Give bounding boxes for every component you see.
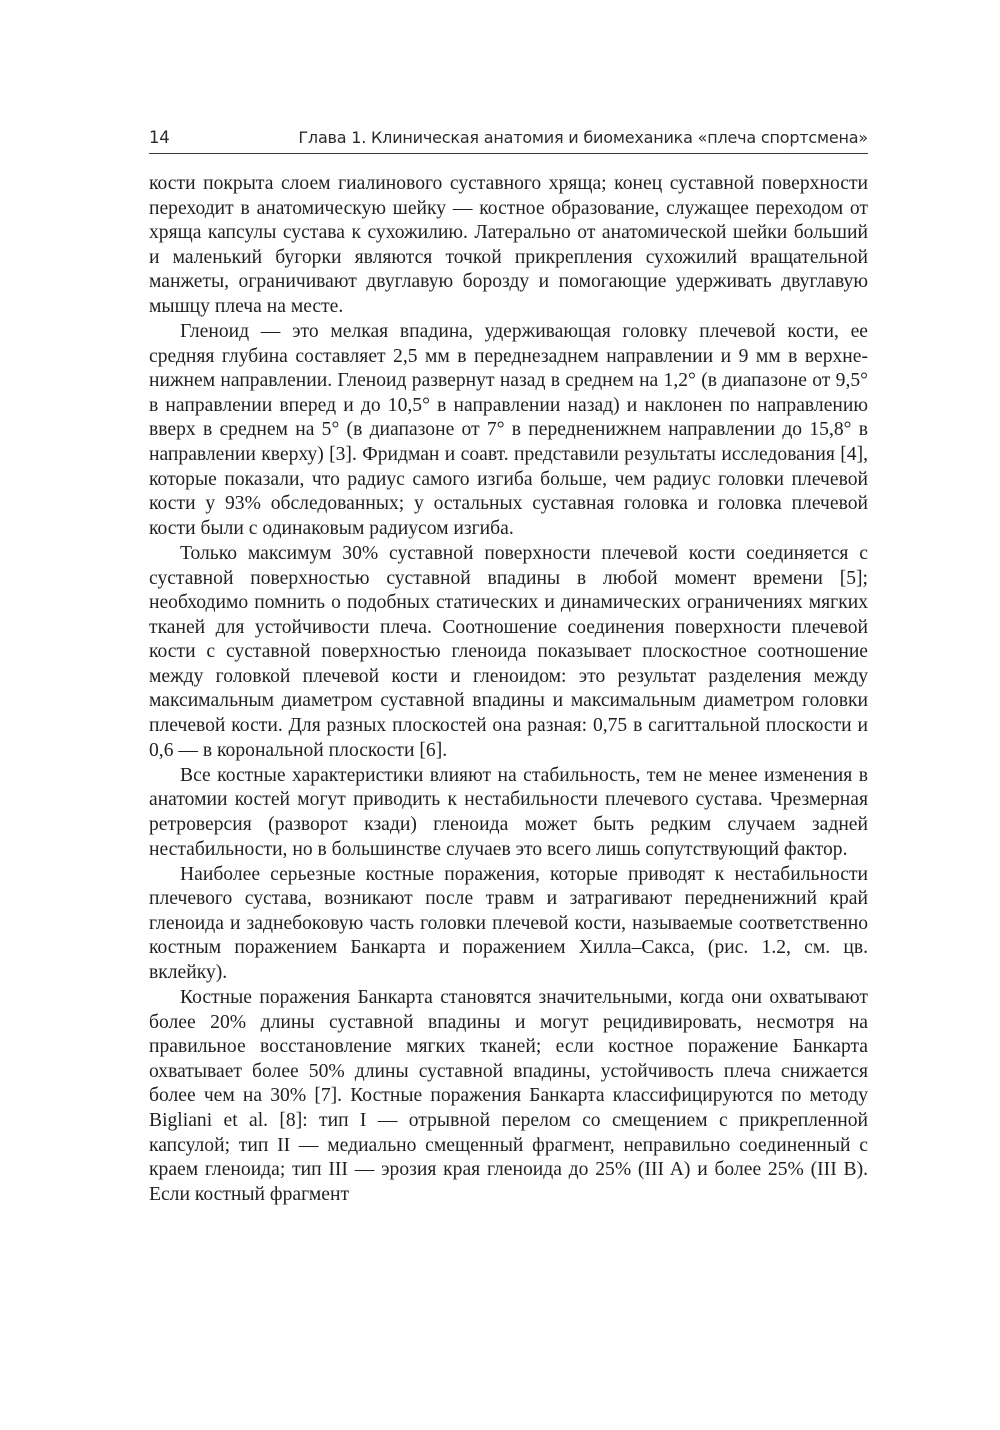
- page-number: 14: [149, 128, 170, 147]
- paragraph-1: кости покрыта слоем гиалинового суставного хряща; конец суставной поверхности переходит в анатомическую шейку — костное образование, служащее переходом от хряща капсулы сустава к сухожилию. Латерально от анатомической шейки больший и маленький бугорки являются точкой прикрепления сухожилий вращательной манжеты, ограничивают двуглавую борозду и помогающие удерживать двуглавую мышцу плеча на месте.: [149, 173, 868, 317]
- book-page: [149, 128, 868, 1208]
- paragraph-6: Костные поражения Банкарта становятся значительными, когда они охватывают более 20% длины суставной впадины и могут рецидивировать, несмотря на правильное восстановление мягких тканей; если костное поражение Банкарта охватывает более 50% длины суставной впадины, устойчивость плеча снижается более чем на 30% [7]. Костные поражения Банкарта классифицируются по методу Bigliani et al. [8]: тип I — отрывной перелом со смещением с прикрепленной капсулой; тип II — медиально смещенный фрагмент, неправильно соединенный с краем гленоида; тип III — эрозия края гленоида до 25% (III A) и более 25% (III B). Если костный фрагмент: [149, 987, 868, 1205]
- paragraph-4: Все костные характеристики влияют на стабильность, тем не менее изменения в анатомии костей могут приводить к нестабильности плечевого сустава. Чрезмерная ретроверсия (разворот кзади) гленоида может быть редким случаем задней нестабильности, но в большинстве случаев это всего лишь сопутствующий фактор.: [149, 764, 868, 860]
- paragraph-2: Гленоид — это мелкая впадина, удерживающая головку плечевой кости, ее средняя глубина составляет 2,5 мм в переднезаднем направлении и 9 мм в верхне-нижнем направлении. Гленоид развернут назад в среднем на 1,2° (в диапазоне от 9,5° в направлении вперед и до 10,5° в направлении назад) и наклонен по направлению вверх в среднем на 5° (в диапазоне от 7° в передненижнем направлении до 15,8° в направлении кверху) [3]. Фридман и соавт. представили результаты исследования [4], которые показали, что радиус самого изгиба больше, чем радиус головки плечевой кости у 93% обследованных; у остальных суставная головка и головка плечевой кости были с одинаковым радиусом изгиба.: [149, 321, 868, 539]
- chapter-title: Глава 1. Клиническая анатомия и биомеханика «плеча спортсмена»: [298, 128, 868, 147]
- body-text: [149, 172, 868, 1207]
- paragraph-3: Только максимум 30% суставной поверхности плечевой кости соединяется с суставной поверхностью суставной впадины в любой момент времени [5]; необходимо помнить о подобных статических и динамических ограничениях мягких тканей для устойчивости плеча. Соотношение соединения поверхности плечевой кости с суставной поверхностью гленоида показывает плоскостное соотношение между головкой плечевой кости и гленоидом: это результат разделения между максимальным диаметром суставной впадины и максимальным диаметром головки плечевой кости. Для разных плоскостей она разная: 0,75 в сагиттальной плоскости и 0,6 — в корональной плоскости [6].: [149, 542, 868, 761]
- paragraph-5: Наиболее серьезные костные поражения, которые приводят к нестабильности плечевого сустава, возникают после травм и затрагивают передненижний край гленоида и заднебоковую часть головки плечевой кости, называемые соответственно костным поражением Банкарта и поражением Хилла–Сакса, (рис. 1.2, см. цв. вклейку).: [149, 863, 868, 983]
- running-header: [149, 128, 868, 154]
